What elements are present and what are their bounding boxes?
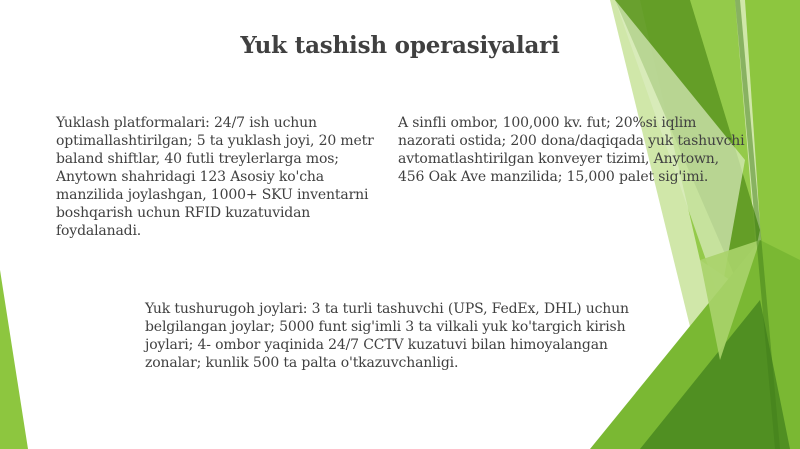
slide-title: Yuk tashish operasiyalari bbox=[240, 32, 560, 59]
unloading-areas-paragraph: Yuk tushurugoh joylari: 3 ta turli tashuvchi (UPS, FedEx, DHL) uchun belgilangan joylar; 5000 funt sig'imli 3 ta vilkali yuk ko'targich kirish joylari; 4- ombor yaqinida 24/7 CCTV kuzatuvi bilan himoyalangan zonalar; kunlik 500 ta palta o'tkazuvchanligi. bbox=[145, 301, 629, 371]
loading-platforms-paragraph: Yuklash platformalari: 24/7 ish uchun optimallashtirilgan; 5 ta yuklash joyi, 20 metr baland shiftlar, 40 futli treylerlarga mos; Anytown shahridagi 123 Asosiy ko'cha manzilida joylashgan, 1000+ SKU inventarni boshqarish uchun RFID kuzatuvidan foydalanadi. bbox=[56, 115, 374, 239]
warehouse-paragraph: A sinfli ombor, 100,000 kv. fut; 20%si iqlim nazorati ostida; 200 dona/daqiqada yuk tashuvchi avtomatlashtirilgan konveyer tizimi, Anytown, 456 Oak Ave manzilida; 15,000 palet sig'imi. bbox=[398, 115, 745, 185]
left-green-sliver bbox=[0, 270, 28, 449]
